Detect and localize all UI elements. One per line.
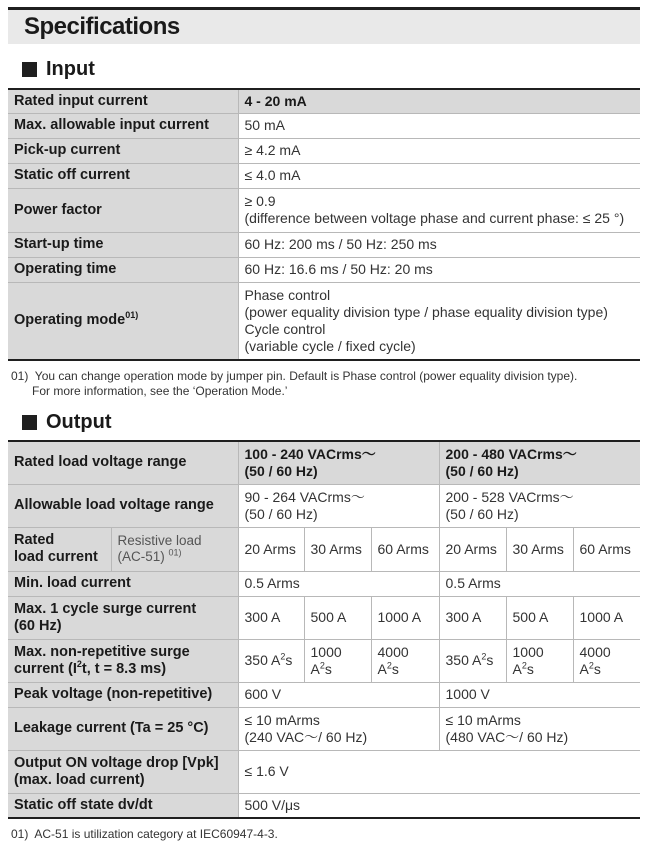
output-heading-text: Output — [46, 411, 112, 433]
row-value — [238, 484, 439, 527]
row-value: 60 Hz: 200 ms / 50 Hz: 250 ms — [238, 232, 640, 257]
row-value — [439, 639, 506, 682]
row-sublabel — [111, 527, 238, 571]
footnote-mark: 01) — [125, 310, 139, 321]
unit-suffix: s — [486, 652, 494, 668]
table-row — [8, 89, 640, 113]
row-label: Pick-up current — [8, 138, 238, 163]
row-label — [8, 282, 238, 360]
row-value: 300 A — [238, 596, 304, 639]
label-line — [14, 658, 232, 678]
value-line: ≤ 10 mArms — [244, 711, 320, 728]
unit-suffix: s — [285, 652, 293, 668]
row-value: 30 Arms — [506, 527, 573, 571]
row-label — [8, 596, 238, 639]
unit-suffix: s — [391, 660, 399, 677]
row-value: 60 Hz: 16.6 ms / 50 Hz: 20 ms — [238, 257, 640, 282]
table-row — [8, 484, 640, 527]
label-line: Rated — [14, 532, 55, 548]
value-line: (power equality division type / phase equality division type) — [244, 303, 608, 320]
table-row — [8, 596, 640, 639]
table-row — [8, 571, 640, 596]
row-value — [238, 639, 304, 682]
header-line: (50 / 60 Hz) — [244, 462, 318, 479]
row-value: 500 V/μs — [238, 793, 640, 818]
value-line: Cycle control — [244, 320, 326, 337]
value-line: 90 - 264 VACrms～ — [244, 488, 365, 505]
label-line: (max. load current) — [14, 771, 145, 788]
value-line: ≥ 0.9 — [244, 193, 276, 209]
unit-suffix: s — [526, 660, 534, 677]
row-label — [8, 639, 238, 682]
footnote-text: You can change operation mode by jumper pin. Default is Phase control (power equality division type). — [34, 369, 578, 383]
row-value: 20 Arms — [439, 527, 506, 571]
table-row — [8, 163, 640, 188]
column-header — [238, 441, 439, 484]
row-value: 1000 V — [439, 682, 640, 707]
row-value: 1000 A — [371, 596, 439, 639]
unit-sup: 2 — [319, 659, 325, 670]
row-value — [439, 707, 640, 750]
unit-sup: 2 — [386, 659, 392, 670]
row-label — [8, 750, 238, 793]
row-value — [439, 484, 640, 527]
row-value: ≤ 1.6 V — [238, 750, 640, 793]
label-line: (60 Hz) — [14, 617, 62, 634]
sublabel-line: Resistive load — [117, 533, 202, 548]
row-label: Static off current — [8, 163, 238, 188]
row-label: Leakage current (Ta = 25 °C) — [8, 707, 238, 750]
value-line: (difference between voltage phase and current phase: ≤ 25 °) — [244, 210, 625, 226]
label-line: load current — [14, 549, 98, 565]
input-spec-table — [8, 88, 640, 361]
row-label — [8, 527, 111, 571]
label-line: Output ON voltage drop [Vpk] — [14, 754, 219, 771]
table-row — [8, 113, 640, 138]
footnote-marker: 01) — [11, 827, 29, 841]
table-row — [8, 282, 640, 360]
value-line: (50 / 60 Hz) — [445, 505, 519, 522]
label-part: current (I — [14, 660, 77, 677]
footnote-text: AC-51 is utilization category at IEC60947-4-3. — [34, 827, 278, 841]
table-row — [8, 639, 640, 682]
output-spec-table — [8, 440, 640, 819]
row-value: 0.5 Arms — [238, 571, 439, 596]
unit-suffix: s — [324, 660, 332, 677]
value-number: 4000 A — [579, 643, 611, 677]
input-heading-text: Input — [46, 58, 95, 80]
value-line: Phase control — [244, 286, 331, 303]
row-label: Operating time — [8, 257, 238, 282]
value-line: (480 VAC～/ 60 Hz) — [445, 728, 569, 745]
row-label: Power factor — [8, 188, 238, 232]
row-value: 60 Arms — [573, 527, 640, 571]
row-label: Min. load current — [8, 571, 238, 596]
footnote-mark: 01) — [168, 547, 182, 558]
square-bullet-icon — [22, 62, 37, 77]
row-value: ≤ 4.0 mA — [238, 163, 640, 188]
table-row — [8, 441, 640, 484]
row-value: 50 mA — [238, 113, 640, 138]
page-title: Specifications — [8, 10, 640, 44]
value-line: ≤ 10 mArms — [445, 711, 521, 728]
unit-suffix: s — [593, 660, 601, 677]
value-number: 1000 A — [310, 643, 342, 677]
table-row — [8, 188, 640, 232]
row-value: 4 - 20 mA — [238, 89, 640, 113]
column-header — [439, 441, 640, 484]
unit-sup: 2 — [521, 659, 527, 670]
row-value: 300 A — [439, 596, 506, 639]
value-line: (variable cycle / fixed cycle) — [244, 337, 416, 354]
row-label: Peak voltage (non-repetitive) — [8, 682, 238, 707]
header-line: 100 - 240 VACrms～ — [244, 445, 376, 462]
value-number: 350 A — [445, 652, 482, 668]
unit-sup: 2 — [588, 659, 594, 670]
row-label: Rated input current — [8, 89, 238, 113]
header-line: 200 - 480 VACrms～ — [445, 445, 577, 462]
row-value — [238, 188, 640, 232]
square-bullet-icon — [22, 415, 37, 430]
row-value — [371, 639, 439, 682]
footnote-marker: 01) — [11, 369, 29, 383]
row-value: 500 A — [304, 596, 371, 639]
unit-sup: 2 — [280, 651, 286, 662]
table-row — [8, 750, 640, 793]
output-footnote — [11, 827, 278, 842]
row-value — [506, 639, 573, 682]
sublabel-line: (AC-51) — [117, 549, 165, 564]
row-value: 60 Arms — [371, 527, 439, 571]
value-line: (240 VAC～/ 60 Hz) — [244, 728, 368, 745]
row-value: 600 V — [238, 682, 439, 707]
value-line: (50 / 60 Hz) — [244, 505, 318, 522]
row-value — [238, 282, 640, 360]
row-value: 500 A — [506, 596, 573, 639]
row-value — [238, 707, 439, 750]
row-value: ≥ 4.2 mA — [238, 138, 640, 163]
table-row — [8, 793, 640, 818]
row-label: Rated load voltage range — [8, 441, 238, 484]
label-part: t, t = 8.3 ms) — [81, 660, 167, 677]
row-value: 0.5 Arms — [439, 571, 640, 596]
value-number: 4000 A — [377, 643, 409, 677]
row-value: 30 Arms — [304, 527, 371, 571]
table-row — [8, 682, 640, 707]
row-label: Max. allowable input current — [8, 113, 238, 138]
input-footnote — [11, 369, 577, 399]
row-value — [573, 639, 640, 682]
table-row — [8, 257, 640, 282]
label-text: Operating mode — [14, 312, 126, 329]
row-value: 20 Arms — [238, 527, 304, 571]
unit-sup: 2 — [481, 651, 487, 662]
value-number: 350 A — [244, 652, 281, 668]
label-sup: 2 — [76, 658, 82, 669]
row-value: 1000 A — [573, 596, 640, 639]
value-number: 1000 A — [512, 643, 544, 677]
row-label: Static off state dv/dt — [8, 793, 238, 818]
row-value — [304, 639, 371, 682]
output-section-heading — [22, 411, 112, 434]
label-line: Max. non-repetitive surge — [14, 643, 190, 660]
row-label: Allowable load voltage range — [8, 484, 238, 527]
value-line: 200 - 528 VACrms～ — [445, 488, 574, 505]
table-row — [8, 527, 640, 571]
label-line: Max. 1 cycle surge current — [14, 600, 197, 617]
table-row — [8, 138, 640, 163]
header-line: (50 / 60 Hz) — [445, 462, 519, 479]
table-row — [8, 232, 640, 257]
input-section-heading — [22, 58, 95, 81]
row-label: Start-up time — [8, 232, 238, 257]
table-row — [8, 707, 640, 750]
footnote-text: For more information, see the ‘Operation Mode.’ — [32, 384, 288, 398]
